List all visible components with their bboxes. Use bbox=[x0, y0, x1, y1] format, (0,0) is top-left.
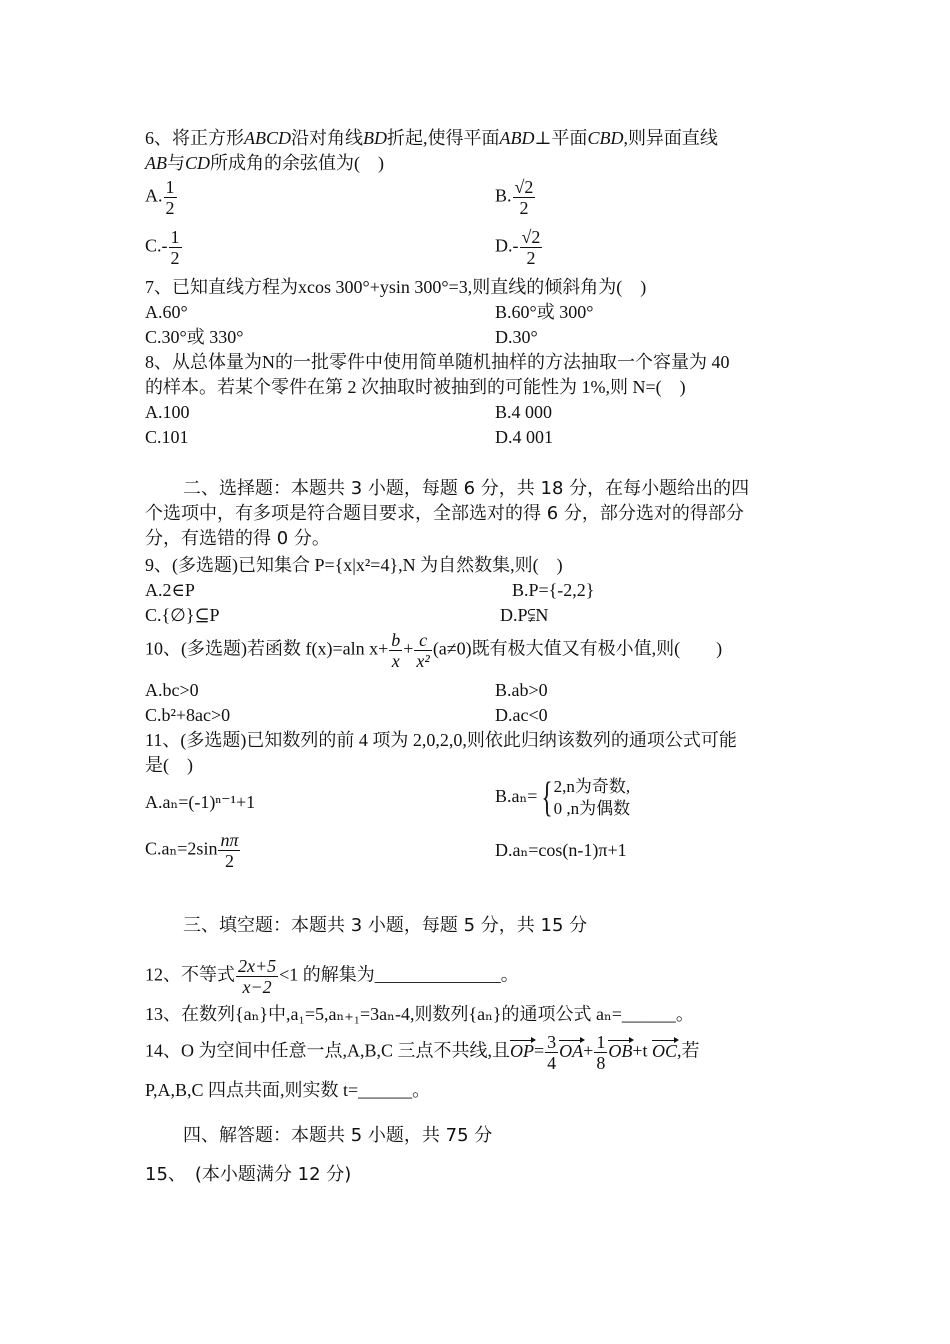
q9-option-c: C.{∅}⊆P bbox=[145, 605, 220, 625]
fraction-npi-over-2: $\frac{n\pi}{2}$ bbox=[220, 830, 239, 871]
vector-oc: OC bbox=[651, 1040, 677, 1061]
q7-option-b: B.60°或 300° bbox=[495, 302, 594, 322]
q11-option-a: A.aₙ=(-1)ⁿ⁻¹+1 bbox=[145, 792, 256, 812]
q6-option-c: C.- $\frac{1}{2}$ bbox=[145, 227, 180, 268]
q7-option-d: D.30° bbox=[495, 327, 538, 347]
q10-option-b: B.ab>0 bbox=[495, 680, 548, 700]
q8-option-a: A.100 bbox=[145, 402, 190, 422]
question-9-text: 9、(多选题)已知集合 P={x|x²=4},N 为自然数集,则( ) bbox=[145, 555, 563, 575]
left-brace: { bbox=[541, 775, 554, 821]
q10-option-a: A.bc>0 bbox=[145, 680, 199, 700]
section-2-heading-line-1: 二、选择题：本题共 3 小题，每题 6 分，共 18 分，在每小题给出的四 bbox=[183, 478, 750, 499]
question-8-line-2: 的样本。若某个零件在第 2 次抽取时被抽到的可能性为 1%,则 N=( ) bbox=[145, 377, 686, 397]
vector-ob: OB bbox=[608, 1040, 633, 1061]
q11-option-c: C.aₙ=2sin $\frac{n\pi}{2}$ bbox=[145, 830, 239, 871]
fraction-3-4: $\frac{3}{4}$ bbox=[547, 1032, 557, 1073]
question-8-line-1: 8、从总体量为N的一批零件中使用简单随机抽样的方法抽取一个容量为 40 bbox=[145, 352, 730, 372]
q10-option-d: D.ac<0 bbox=[495, 705, 548, 725]
vector-oa: OA bbox=[559, 1040, 584, 1061]
question-12-text: 12、不等式 $\frac{2x+5}{x-2}$ <1 的解集为______________。 bbox=[145, 956, 519, 997]
question-11-line-1: 11、(多选题)已知数列的前 4 项为 2,0,2,0,则依此归纳该数列的通项公式可能 bbox=[145, 730, 737, 750]
q10-option-c: C.b²+8ac>0 bbox=[145, 705, 231, 725]
q8-option-b: B.4 000 bbox=[495, 402, 553, 422]
question-14-line-1: 14、O 为空间中任意一点,A,B,C 三点不共线,且OP= $\frac{3}{4}$ OA+ $\frac{1}{8}$ OB+t OC,若 bbox=[145, 1032, 700, 1073]
q6-option-a: A. $\frac{1}{2}$ bbox=[145, 177, 175, 218]
q11-option-b: B.aₙ= { 2,n为奇数, 0 ,n为偶数 bbox=[495, 775, 631, 821]
q6-option-b: B. $\frac{√2}{2}$ bbox=[495, 177, 534, 218]
question-15-text: 15、 (本小题满分 12 分) bbox=[145, 1164, 352, 1185]
fraction: $\frac{√2}{2}$ bbox=[521, 227, 541, 268]
fraction: $\frac{√2}{2}$ bbox=[514, 177, 534, 218]
q8-option-c: C.101 bbox=[145, 427, 189, 447]
q9-option-b: B.P={-2,2} bbox=[512, 580, 595, 600]
question-13-text: 13、在数列{aₙ}中,a₁=5,aₙ₊₁=3aₙ-4,则数列{aₙ}的通项公式 aₙ=______。 bbox=[145, 1004, 694, 1024]
fraction-1-8: $\frac{1}{8}$ bbox=[596, 1032, 606, 1073]
vector-op: OP bbox=[510, 1040, 535, 1061]
fraction: $\frac{1}{2}$ bbox=[165, 177, 175, 218]
q6-option-d: D.- $\frac{√2}{2}$ bbox=[495, 227, 541, 268]
question-10-text: 10、(多选题)若函数 f(x)=aln x+ $\frac{b}{x}$ + $\frac{c}{\text{x²}}$ (a≠0)既有极大值又有极小值,则( ) bbox=[145, 630, 723, 671]
q7-option-a: A.60° bbox=[145, 302, 188, 322]
fraction-b-over-x: $\frac{b}{x}$ bbox=[391, 630, 401, 671]
q9-option-a: A.2∈P bbox=[145, 580, 195, 600]
q8-option-d: D.4 001 bbox=[495, 427, 553, 447]
fraction-c-over-x2: $\frac{c}{\text{x²}}$ bbox=[416, 630, 430, 671]
question-14-line-2: P,A,B,C 四点共面,则实数 t=______。 bbox=[145, 1080, 431, 1100]
fraction-inequality: $\frac{2x+5}{x-2}$ bbox=[238, 956, 277, 997]
section-2-heading-line-3: 分，有选错的得 0 分。 bbox=[145, 528, 330, 549]
section-3-heading: 三、填空题：本题共 3 小题，每题 5 分，共 15 分 bbox=[183, 915, 588, 936]
section-4-heading: 四、解答题：本题共 5 小题，共 75 分 bbox=[183, 1125, 493, 1146]
question-11-line-2: 是( ) bbox=[145, 755, 193, 775]
q9-option-d: D.P⫋N bbox=[500, 605, 549, 625]
question-6-line-1: 6、将正方形ABCD沿对角线BD折起,使得平面ABD⊥平面CBD,则异面直线 bbox=[145, 128, 718, 148]
question-7-text: 7、已知直线方程为xcos 300°+ysin 300°=3,则直线的倾斜角为( ) bbox=[145, 277, 647, 297]
q11-option-d: D.aₙ=cos(n-1)π+1 bbox=[495, 840, 627, 860]
piecewise-cases: 2,n为奇数, 0 ,n为偶数 bbox=[553, 777, 631, 818]
question-6-line-2: AB与CD所成角的余弦值为( ) bbox=[145, 153, 385, 173]
section-2-heading-line-2: 个选项中，有多项是符合题目要求，全部选对的得 6 分，部分选对的得部分 bbox=[145, 503, 744, 524]
fraction: $\frac{1}{2}$ bbox=[170, 227, 180, 268]
q7-option-c: C.30°或 330° bbox=[145, 327, 244, 347]
